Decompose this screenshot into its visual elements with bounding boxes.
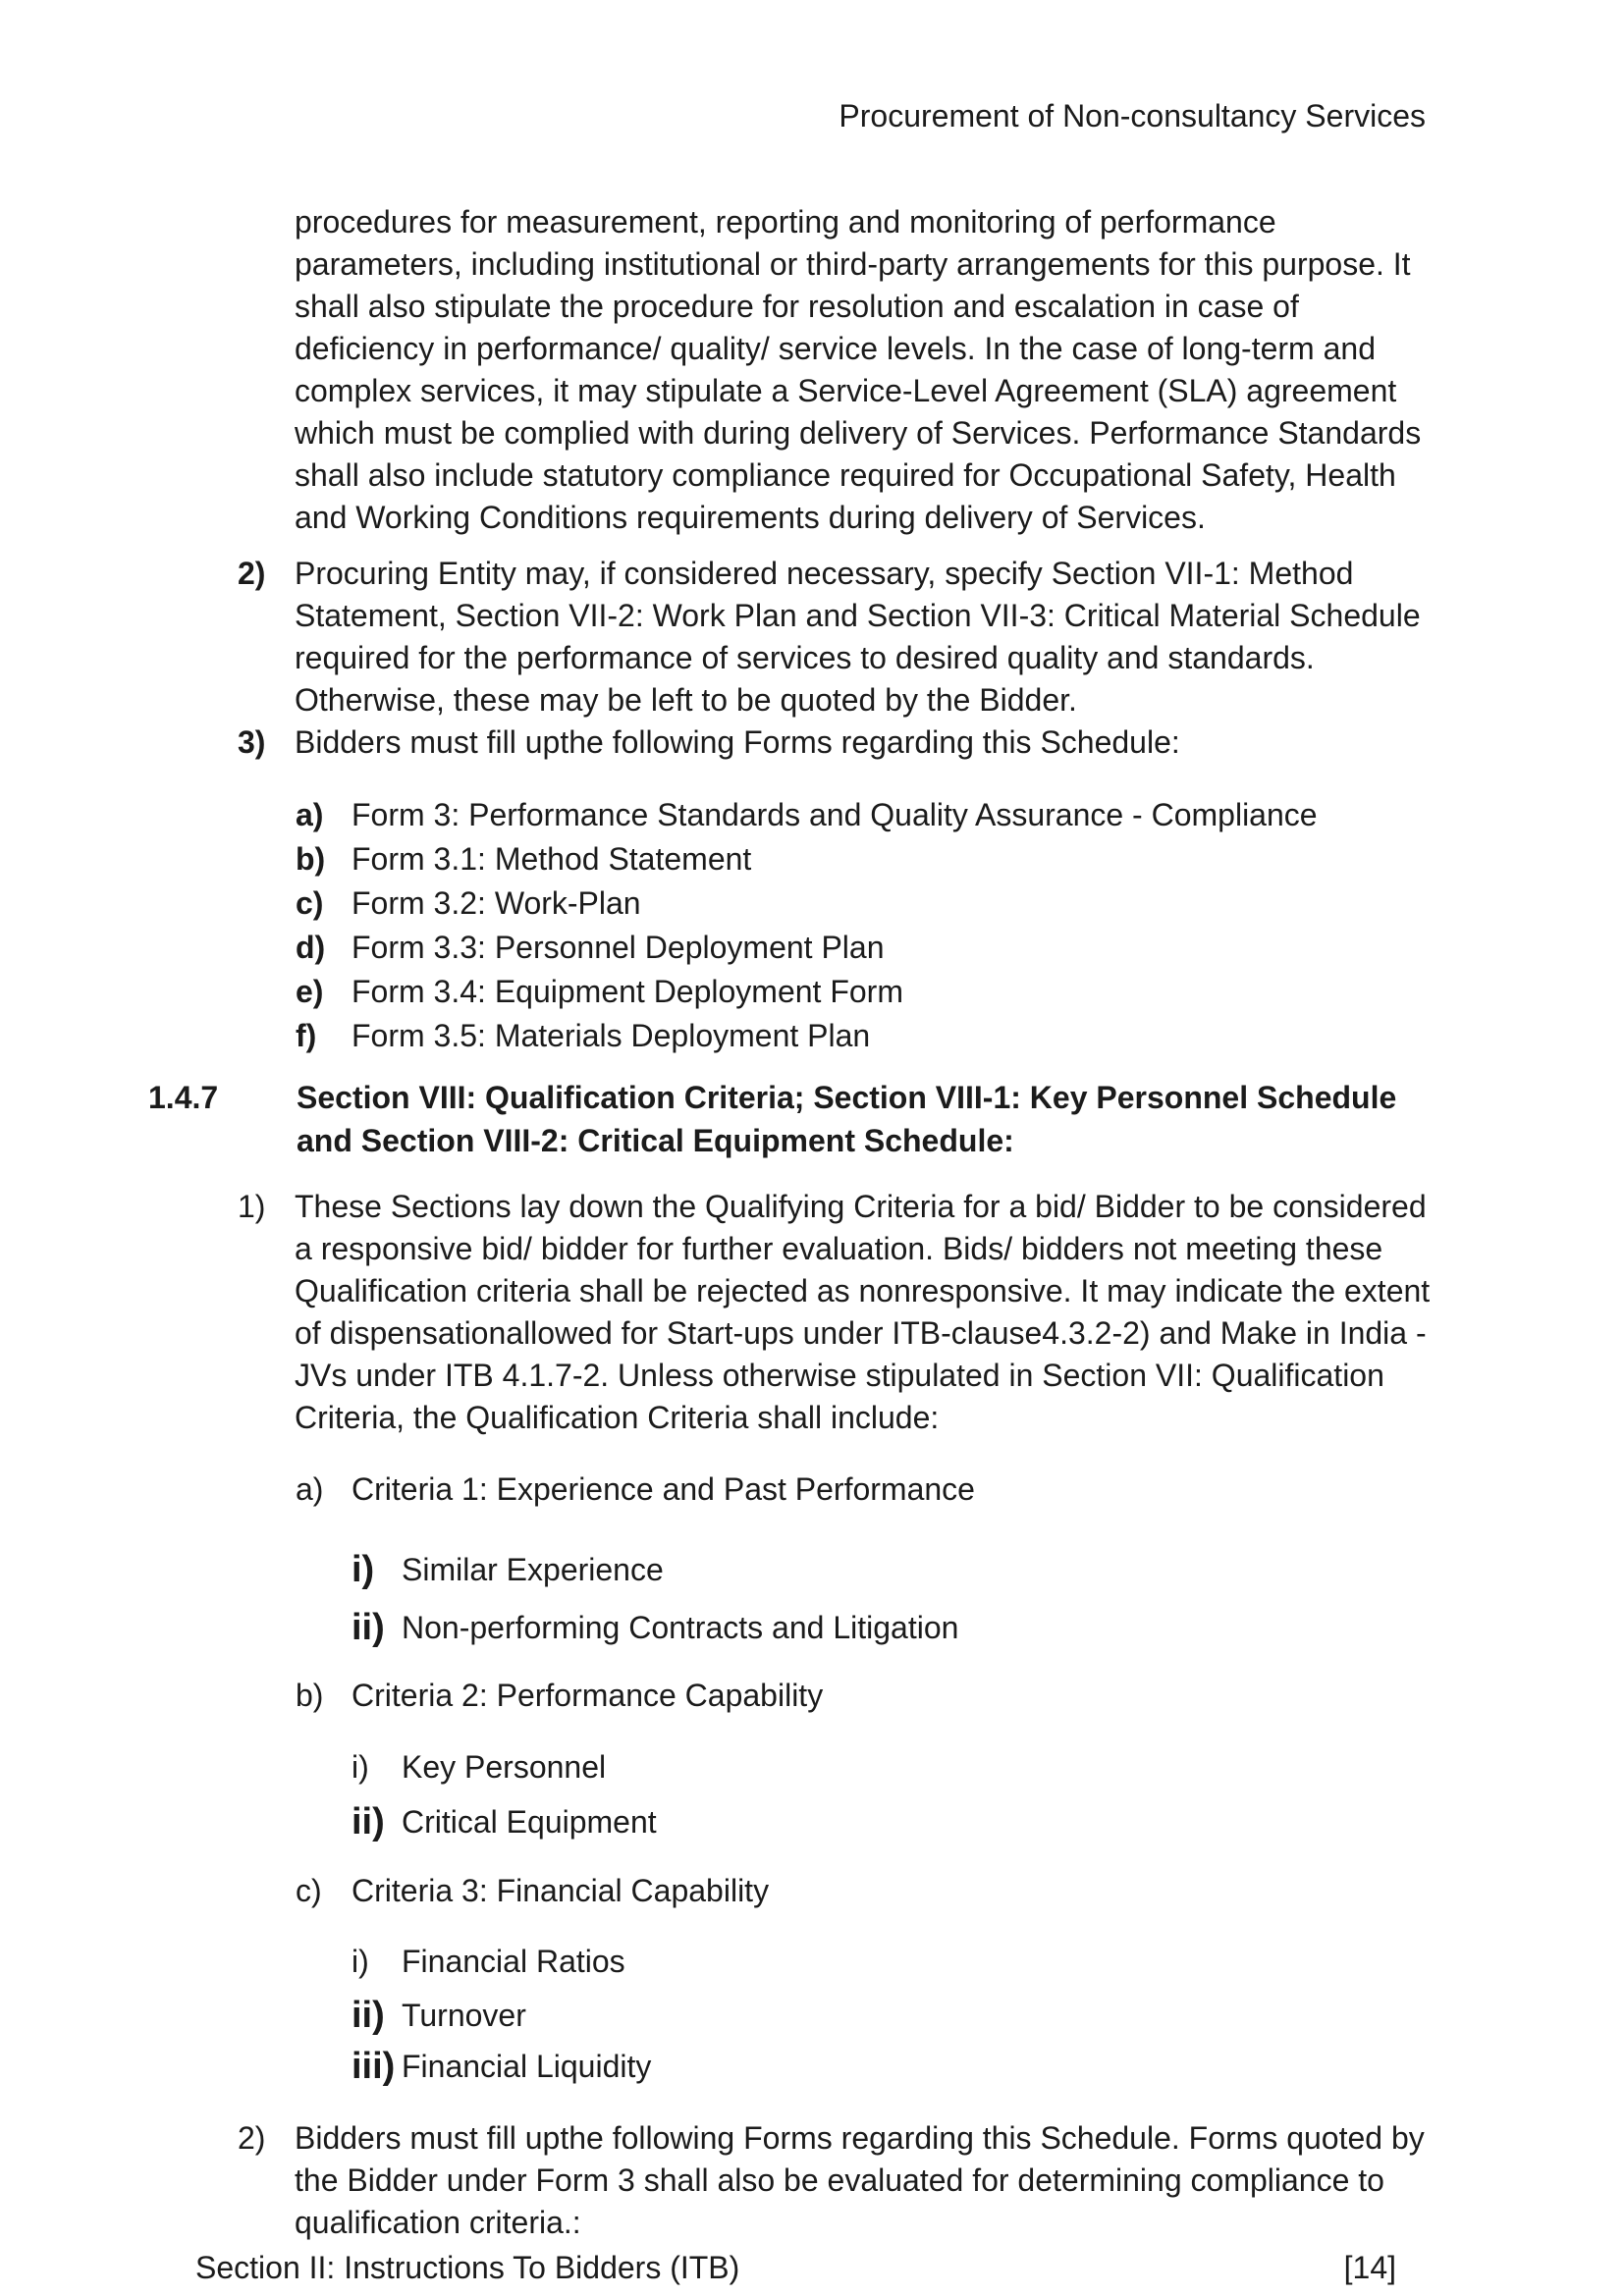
item-marker: b) <box>296 1678 324 1713</box>
item-text: Form 3.4: Equipment Deployment Form <box>352 974 903 1009</box>
item-text: Turnover <box>402 1998 526 2033</box>
item-text: Non-performing Contracts and Litigation <box>402 1610 959 1645</box>
list-item-2 <box>238 553 1434 721</box>
closing-item <box>238 2117 1434 2244</box>
heading-number: 1.4.7 <box>148 1080 219 1115</box>
item-marker: i) <box>352 1549 375 1590</box>
criteria-sub-item <box>352 1990 1428 2041</box>
criteria-item-c <box>296 1869 1428 1913</box>
item-marker: 2) <box>238 556 266 591</box>
item-marker: i) <box>352 1944 369 1979</box>
page-header <box>0 0 1426 137</box>
item-marker: ii) <box>352 1607 385 1648</box>
item-text: Form 3.3: Personnel Deployment Plan <box>352 930 885 965</box>
item-marker: 2) <box>238 2120 266 2156</box>
form-list-item <box>296 881 1428 926</box>
criteria-sub-item <box>352 2041 1428 2092</box>
header-title: Procurement of Non-consultancy Services <box>839 98 1426 133</box>
item-text: Criteria 3: Financial Capability <box>352 1873 770 1908</box>
item-marker: 1) <box>238 1189 266 1224</box>
qualification-intro-item <box>238 1186 1434 1439</box>
item-marker: i) <box>352 1749 369 1785</box>
item-text: Bidders must fill upthe following Forms regarding this Schedule: <box>295 724 1180 760</box>
item-text: Form 3.2: Work-Plan <box>352 885 641 921</box>
item-marker: 3) <box>238 724 266 760</box>
criteria-sub-item <box>352 1602 1428 1653</box>
item-marker: e) <box>296 974 324 1009</box>
item-marker: a) <box>296 797 324 832</box>
list-item-3 <box>238 721 1434 764</box>
item-text: Form 3: Performance Standards and Quality Assurance - Compliance <box>352 797 1318 832</box>
criteria-sub-item <box>352 1941 1428 1983</box>
item-marker: c) <box>296 1873 322 1908</box>
item-text: Bidders must fill upthe following Forms regarding this Schedule. Forms quoted by the Bidder under Form 3 shall also be evaluated for determining compliance to qualification criteria.: <box>295 2120 1425 2240</box>
criteria-sub-item <box>352 1796 1428 1847</box>
item-marker: ii) <box>352 1995 385 2036</box>
heading-text: Section VIII: Qualification Criteria; Section VIII-1: Key Personnel Schedule and Section VIII-2: Critical Equipment Schedule: <box>297 1080 1397 1158</box>
item-marker: b) <box>296 841 326 877</box>
form-list-item <box>296 1014 1428 1058</box>
criteria-item-b <box>296 1674 1428 1718</box>
item-text: These Sections lay down the Qualifying Criteria for a bid/ Bidder to be considered a responsive bid/ bidder for further evaluation. Bids/ bidders not meeting these Qualification criteria shall be rejected as nonresponsive. It may indicate the extent of dispensationallowed for Start-ups under ITB-clause4.3.2-2) and Make in India -JVs under ITB 4.1.7-2. Unless otherwise stipulated in Section VII: Qualification Criteria, the Qualification Criteria shall include: <box>295 1189 1431 1435</box>
item-text: Form 3.1: Method Statement <box>352 841 752 877</box>
page-footer <box>195 2247 1396 2289</box>
item-marker: a) <box>296 1471 324 1507</box>
footer-section-label: Section II: Instructions To Bidders (ITB) <box>195 2250 740 2285</box>
criteria-item-a <box>296 1468 1428 1512</box>
item-text: Procuring Entity may, if considered necessary, specify Section VII-1: Method Statement, Section VII-2: Work Plan and Section VII-3: Critical Material Schedule required for the performance of services to desired quality and standards. Otherwise, these may be left to be quoted by the Bidder. <box>295 556 1421 718</box>
form-list-item <box>296 837 1428 881</box>
item-marker: c) <box>296 885 324 921</box>
section-heading <box>148 1076 1428 1162</box>
item-text: Key Personnel <box>402 1749 607 1785</box>
item-text: Financial Ratios <box>402 1944 625 1979</box>
item-marker: iii) <box>352 2046 396 2087</box>
intro-paragraph: procedures for measurement, reporting and monitoring of performance parameters, including institutional or third-party arrangements for this purpose. It shall also stipulate the procedure for resolution and escalation in case of deficiency in performance/ quality/ service levels. In the case of long-term and complex services, it may stipulate a Service-Level Agreement (SLA) agreement which must be complied with during delivery of Services. Performance Standards shall also include statutory compliance required for Occupational Safety, Health and Working Conditions requirements during delivery of Services. <box>295 204 1422 535</box>
criteria-sub-item <box>352 1544 1428 1595</box>
item-text: Similar Experience <box>402 1552 664 1587</box>
item-marker: f) <box>296 1018 317 1053</box>
page-number: [14] <box>1343 2250 1396 2285</box>
form-list-item <box>296 793 1428 837</box>
item-text: Financial Liquidity <box>402 2049 652 2084</box>
item-marker: ii) <box>352 1801 385 1842</box>
form-list-item <box>296 970 1428 1014</box>
form-list-item <box>296 926 1428 970</box>
criteria-sub-item <box>352 1746 1428 1789</box>
item-text: Criteria 1: Experience and Past Performance <box>352 1471 975 1507</box>
item-text: Form 3.5: Materials Deployment Plan <box>352 1018 871 1053</box>
item-text: Criteria 2: Performance Capability <box>352 1678 824 1713</box>
item-text: Critical Equipment <box>402 1804 657 1840</box>
item-marker: d) <box>296 930 326 965</box>
